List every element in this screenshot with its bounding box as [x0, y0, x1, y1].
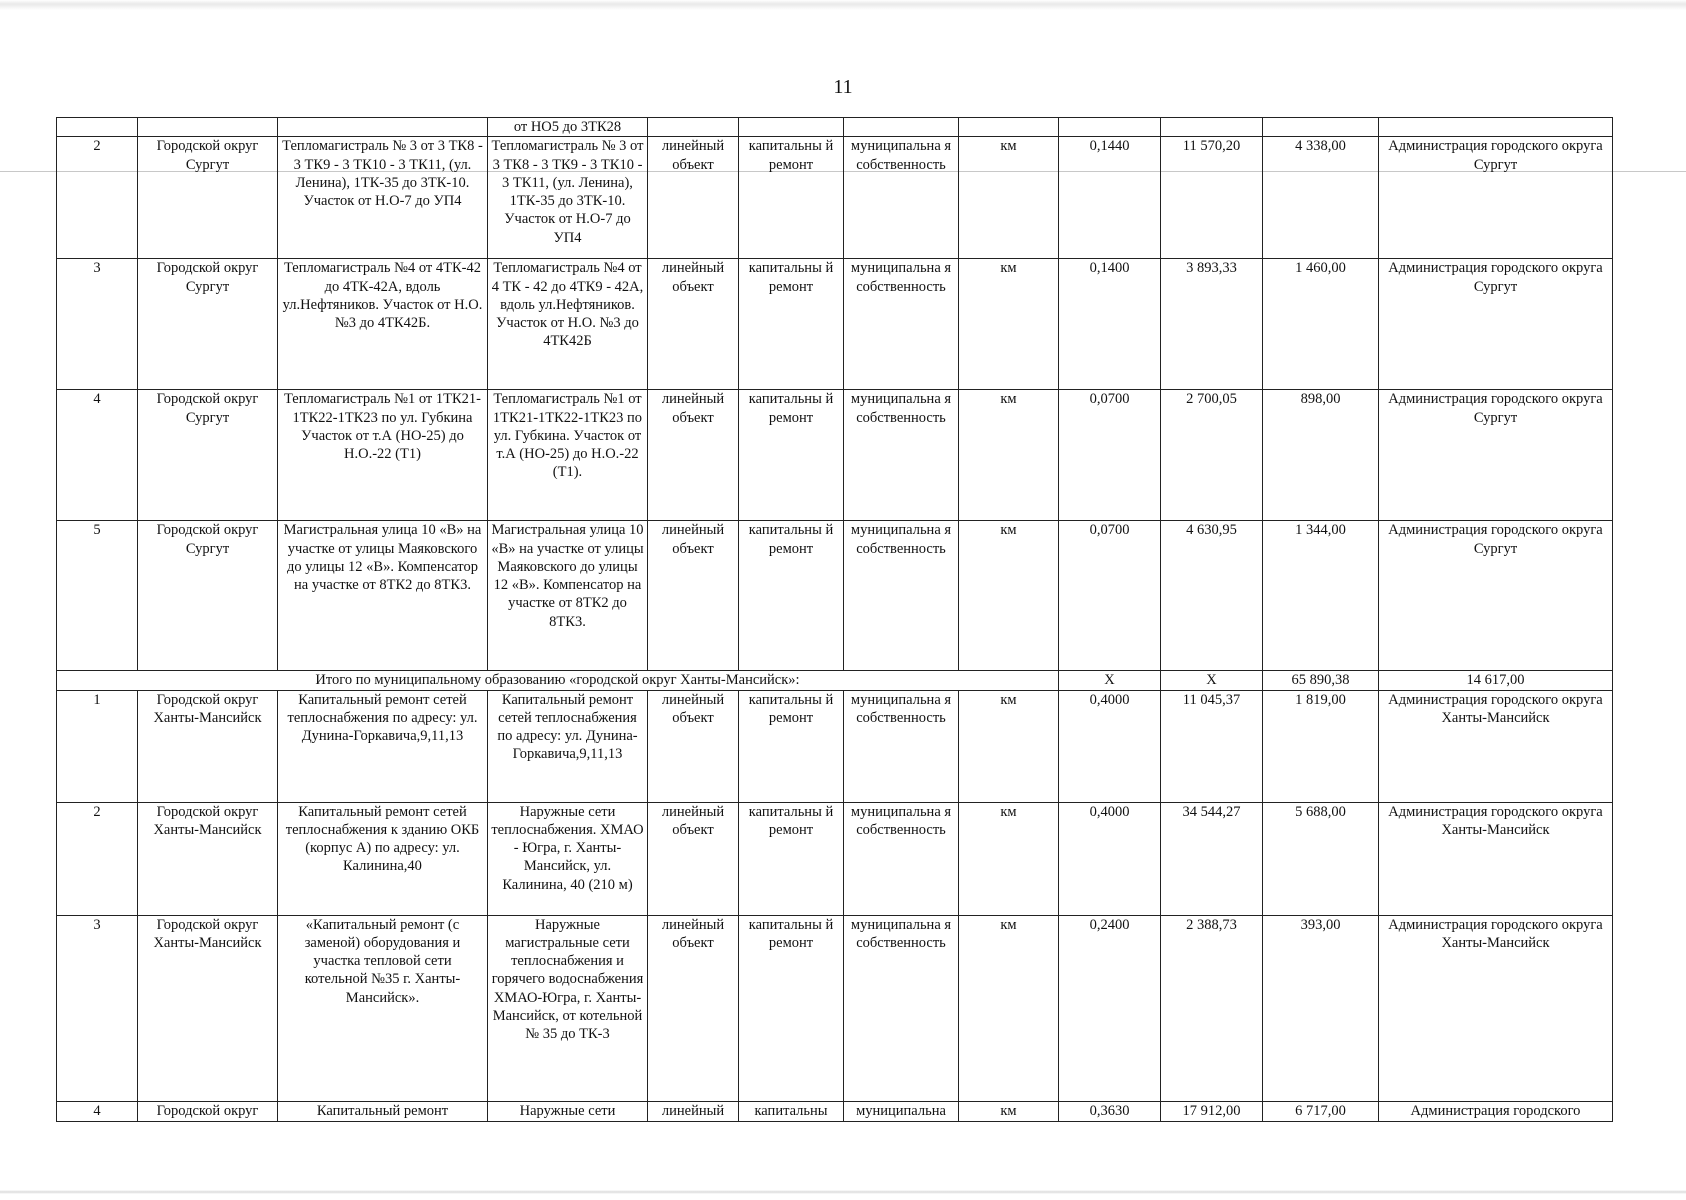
- cell-municipality: Городской округ Сургут: [138, 137, 278, 259]
- table-row: [57, 137, 1613, 259]
- cell-work-type: капитальны й ремонт: [739, 390, 844, 521]
- cell-unit: км: [959, 390, 1059, 521]
- cell-responsible: Администрация городского округа Сургут: [1379, 137, 1613, 259]
- cell-municipality: Городской округ Сургут: [138, 259, 278, 390]
- cell-cost-budget: 1 819,00: [1263, 690, 1379, 802]
- cell-num: 4: [57, 1101, 138, 1121]
- cell-length: 0,2400: [1059, 915, 1161, 1101]
- total-cost-budget: 14 617,00: [1379, 671, 1613, 690]
- scan-bottom-edge: [0, 1190, 1686, 1194]
- cell-object-type: линейный объект: [648, 390, 739, 521]
- cell-unit: км: [959, 802, 1059, 915]
- cell-work-type: [739, 118, 844, 137]
- cell-length: 0,4000: [1059, 690, 1161, 802]
- cell-object-type: [648, 118, 739, 137]
- cell-work-type: капитальны й ремонт: [739, 521, 844, 671]
- cell-object-name: Капитальный ремонт: [278, 1101, 488, 1121]
- table-row: [57, 390, 1613, 521]
- cell-unit: км: [959, 259, 1059, 390]
- cell-ownership: муниципальна я собственность: [844, 390, 959, 521]
- cell-ownership: муниципальна я собственность: [844, 690, 959, 802]
- cell-cost-total: [1161, 118, 1263, 137]
- cell-work-type: капитальны й ремонт: [739, 915, 844, 1101]
- cell-num: 2: [57, 137, 138, 259]
- total-col-x: X: [1161, 671, 1263, 690]
- cell-num: 2: [57, 802, 138, 915]
- total-row-khanty-mansiysk: [57, 671, 1613, 690]
- cell-municipality: [138, 118, 278, 137]
- cell-cost-budget: 1 344,00: [1263, 521, 1379, 671]
- cell-object-type: линейный объект: [648, 259, 739, 390]
- cell-cost-budget: 898,00: [1263, 390, 1379, 521]
- cell-object-name: Магистральная улица 10 «В» на участке от улицы Маяковского до улицы 12 «В». Компенсатор на участке от 8ТК2 до 8ТК3.: [278, 521, 488, 671]
- cell-object-name: Капитальный ремонт сетей теплоснабжения по адресу: ул. Дунина-Горкавича,9,11,13: [278, 690, 488, 802]
- cell-ownership: [844, 118, 959, 137]
- cell-length: 0,1400: [1059, 259, 1161, 390]
- cell-cost-total: 17 912,00: [1161, 1101, 1263, 1121]
- cell-object-address: Тепломагистраль №4 от 4 ТК - 42 до 4ТК9 - 42А, вдоль ул.Нефтяников. Участок от Н.О. №3 до 4ТК42Б: [488, 259, 648, 390]
- scan-top-edge: [0, 0, 1686, 10]
- cell-length: 0,0700: [1059, 521, 1161, 671]
- cell-ownership: муниципальна: [844, 1101, 959, 1121]
- cell-cost-budget: 1 460,00: [1263, 259, 1379, 390]
- cell-responsible: Администрация городского округа Ханты-Мансийск: [1379, 802, 1613, 915]
- cell-cost-budget: 393,00: [1263, 915, 1379, 1101]
- total-length: X: [1059, 671, 1161, 690]
- cell-object-address: Магистральная улица 10 «В» на участке от улицы Маяковского до улицы 12 «В». Компенсатор на участке от 8ТК2 до 8ТК3.: [488, 521, 648, 671]
- table-row: [57, 1101, 1613, 1121]
- table-row: [57, 521, 1613, 671]
- cell-responsible: [1379, 118, 1613, 137]
- cell-object-address: Наружные сети: [488, 1101, 648, 1121]
- cell-object-name: Тепломагистраль №4 от 4ТК-42 до 4ТК-42А, вдоль ул.Нефтяников. Участок от Н.О. №3 до 4ТК42Б.: [278, 259, 488, 390]
- cell-work-type: капитальны: [739, 1101, 844, 1121]
- cell-cost-budget: [1263, 118, 1379, 137]
- cell-ownership: муниципальна я собственность: [844, 521, 959, 671]
- cell-work-type: капитальны й ремонт: [739, 802, 844, 915]
- cell-unit: км: [959, 690, 1059, 802]
- page-number: 11: [833, 76, 853, 98]
- cell-municipality: Городской округ Ханты-Мансийск: [138, 690, 278, 802]
- cell-object-name: Тепломагистраль № 3 от 3 ТК8 - 3 ТК9 - 3 ТК10 - 3 ТК11, (ул. Ленина), 1ТК-35 до 3ТК-10. Участок от Н.О-7 до УП4: [278, 137, 488, 259]
- cell-cost-total: 4 630,95: [1161, 521, 1263, 671]
- cell-object-address: Капитальный ремонт сетей теплоснабжения по адресу: ул. Дунина-Горкавича,9,11,13: [488, 690, 648, 802]
- cell-responsible: Администрация городского округа Сургут: [1379, 521, 1613, 671]
- cell-municipality: Городской округ Ханты-Мансийск: [138, 915, 278, 1101]
- total-label: Итого по муниципальному образованию «городской округ Ханты-Мансийск»:: [57, 671, 1059, 690]
- cell-responsible: Администрация городского округа Ханты-Мансийск: [1379, 690, 1613, 802]
- cell-object-address: Наружные сети теплоснабжения. ХМАО - Югра, г. Ханты-Мансийск, ул. Калинина, 40 (210 м): [488, 802, 648, 915]
- table-row: [57, 915, 1613, 1101]
- cell-num: [57, 118, 138, 137]
- cell-length: [1059, 118, 1161, 137]
- cell-municipality: Городской округ Сургут: [138, 390, 278, 521]
- cell-responsible: Администрация городского: [1379, 1101, 1613, 1121]
- cell-unit: км: [959, 915, 1059, 1101]
- cell-responsible: Администрация городского округа Сургут: [1379, 390, 1613, 521]
- cell-object-type: линейный: [648, 1101, 739, 1121]
- cell-length: 0,3630: [1059, 1101, 1161, 1121]
- cell-unit: км: [959, 521, 1059, 671]
- objects-table: [56, 117, 1613, 1122]
- cell-municipality: Городской округ: [138, 1101, 278, 1121]
- cell-ownership: муниципальна я собственность: [844, 259, 959, 390]
- cell-unit: км: [959, 137, 1059, 259]
- cell-num: 4: [57, 390, 138, 521]
- cell-object-name: «Капитальный ремонт (с заменой) оборудования и участка тепловой сети котельной №35 г. Ханты-Мансийск».: [278, 915, 488, 1101]
- cell-object-address: Тепломагистраль № 3 от 3 ТК8 - 3 ТК9 - 3 ТК10 - 3 ТК11, (ул. Ленина), 1ТК-35 до 3ТК-10. Участок от Н.О-7 до УП4: [488, 137, 648, 259]
- cell-responsible: Администрация городского округа Ханты-Мансийск: [1379, 915, 1613, 1101]
- cell-cost-total: 2 700,05: [1161, 390, 1263, 521]
- cell-object-type: линейный объект: [648, 690, 739, 802]
- table-row: [57, 259, 1613, 390]
- cell-length: 0,0700: [1059, 390, 1161, 521]
- cell-municipality: Городской округ Ханты-Мансийск: [138, 802, 278, 915]
- cell-cost-budget: 6 717,00: [1263, 1101, 1379, 1121]
- cell-object-name: [278, 118, 488, 137]
- cell-object-type: линейный объект: [648, 521, 739, 671]
- continuation-row: [57, 118, 1613, 137]
- cell-cost-total: 3 893,33: [1161, 259, 1263, 390]
- cell-ownership: муниципальна я собственность: [844, 802, 959, 915]
- table-row: [57, 690, 1613, 802]
- cell-num: 3: [57, 259, 138, 390]
- cell-cost-budget: 5 688,00: [1263, 802, 1379, 915]
- cell-work-type: капитальны й ремонт: [739, 137, 844, 259]
- cell-length: 0,4000: [1059, 802, 1161, 915]
- cell-ownership: муниципальна я собственность: [844, 137, 959, 259]
- cell-cost-total: 34 544,27: [1161, 802, 1263, 915]
- cell-object-address: от НО5 до 3ТК28: [488, 118, 648, 137]
- cell-cost-total: 11 045,37: [1161, 690, 1263, 802]
- cell-object-type: линейный объект: [648, 802, 739, 915]
- cell-object-type: линейный объект: [648, 137, 739, 259]
- cell-num: 5: [57, 521, 138, 671]
- cell-work-type: капитальны й ремонт: [739, 259, 844, 390]
- cell-work-type: капитальны й ремонт: [739, 690, 844, 802]
- cell-municipality: Городской округ Сургут: [138, 521, 278, 671]
- cell-object-name: Тепломагистраль №1 от 1ТК21-1ТК22-1ТК23 по ул. Губкина Участок от т.А (НО-25) до Н.О.-22 (Т1): [278, 390, 488, 521]
- cell-object-type: линейный объект: [648, 915, 739, 1101]
- cell-num: 3: [57, 915, 138, 1101]
- total-cost-total: 65 890,38: [1263, 671, 1379, 690]
- cell-cost-total: 11 570,20: [1161, 137, 1263, 259]
- table-row: [57, 802, 1613, 915]
- cell-num: 1: [57, 690, 138, 802]
- cell-cost-budget: 4 338,00: [1263, 137, 1379, 259]
- cell-object-name: Капитальный ремонт сетей теплоснабжения к зданию ОКБ (корпус А) по адресу: ул. Калинина,40: [278, 802, 488, 915]
- cell-responsible: Администрация городского округа Сургут: [1379, 259, 1613, 390]
- cell-unit: км: [959, 1101, 1059, 1121]
- cell-ownership: муниципальна я собственность: [844, 915, 959, 1101]
- cell-length: 0,1440: [1059, 137, 1161, 259]
- cell-object-address: Тепломагистраль №1 от 1ТК21-1ТК22-1ТК23 по ул. Губкина. Участок от т.А (НО-25) до Н.О.-22 (Т1).: [488, 390, 648, 521]
- cell-object-address: Наружные магистральные сети теплоснабжения и горячего водоснабжения ХМАО-Югра, г. Ханты-Мансийск, от котельной № 35 до ТК-3: [488, 915, 648, 1101]
- cell-cost-total: 2 388,73: [1161, 915, 1263, 1101]
- cell-unit: [959, 118, 1059, 137]
